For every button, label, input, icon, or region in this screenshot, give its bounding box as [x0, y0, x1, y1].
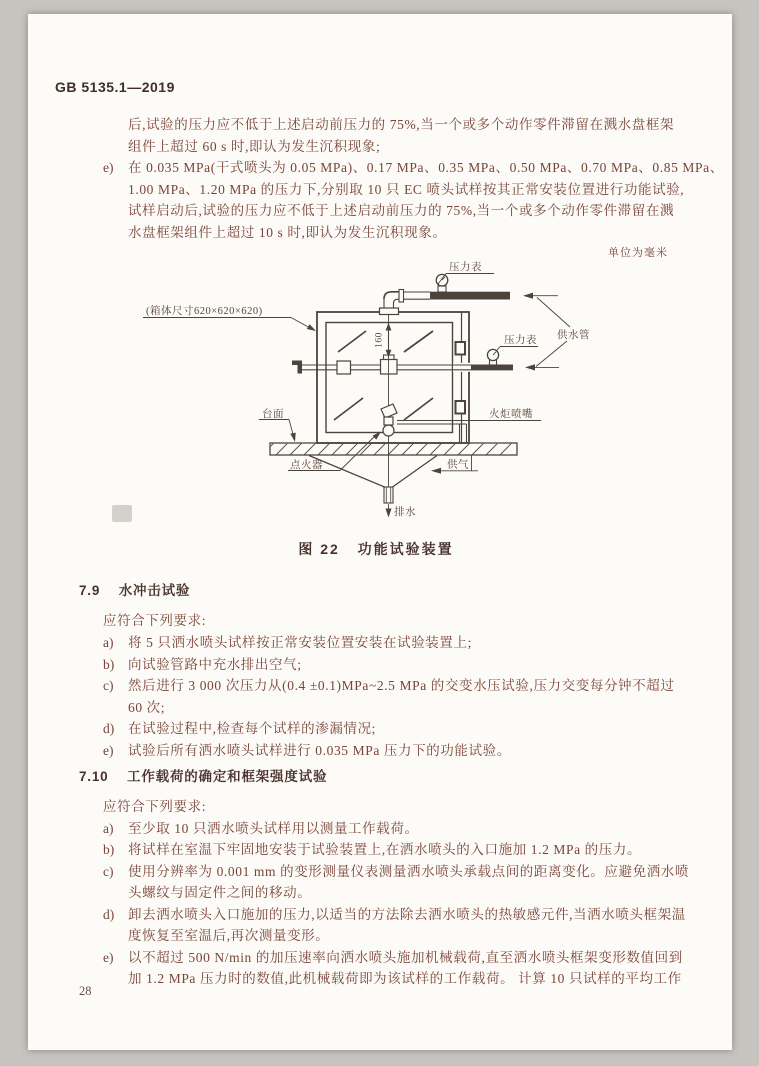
- funnel: [309, 456, 437, 504]
- item-label: b): [103, 656, 115, 672]
- list-item: [103, 818, 419, 840]
- gas-flow-arrow: [431, 468, 441, 474]
- box-size-callout: [143, 304, 316, 331]
- item-label: b): [103, 842, 115, 857]
- drain-tube: [384, 487, 393, 503]
- list-item: [103, 675, 674, 718]
- torch-nozzle-assembly: [381, 404, 397, 436]
- item-label: e): [103, 160, 114, 175]
- item-label: c): [103, 678, 114, 693]
- list-item: [103, 654, 302, 676]
- list-item-e-top: [103, 157, 724, 243]
- gauge-right-label: 压力表: [504, 335, 537, 346]
- body-line: 在试验过程中,检查每个试样的渗漏情况;: [128, 721, 377, 736]
- figure-title: 功能试验装置: [357, 541, 454, 557]
- drain-callout: [386, 504, 417, 518]
- section-title: 水冲击试验: [118, 583, 191, 598]
- body-line: 将 5 只洒水喷头试样按正常安装位置安装在试验装置上;: [128, 635, 472, 650]
- list-item: [103, 632, 472, 654]
- section-number: 7.9: [79, 583, 101, 598]
- requirements-lead: 应符合下列要求:: [103, 799, 207, 814]
- roof-flange: [380, 308, 399, 315]
- item-label: a): [103, 635, 114, 650]
- list-item: [103, 718, 376, 740]
- section-number: 7.10: [79, 769, 109, 784]
- pressure-gauge-right-icon: [487, 349, 498, 365]
- body-line: 加 1.2 MPa 压力时的数值,此机械载荷即为该试样的工作载荷。 计算 10 只试样的平均工作: [128, 971, 682, 986]
- box-size-label: (箱体尺寸620×620×620): [146, 306, 263, 317]
- body-line: 在 0.035 MPa(干式喷头为 0.05 MPa)、0.17 MPa、0.35 MPa、0.50 MPa、0.70 MPa、0.85 MPa、: [128, 160, 724, 175]
- hinge: [456, 401, 466, 414]
- section-title: 工作载荷的确定和框架强度试验: [127, 769, 328, 784]
- figure-22-diagram: [140, 250, 700, 542]
- intro-paragraph: [128, 114, 674, 157]
- figure-number: 图 22: [298, 541, 340, 557]
- dimension-160: [375, 323, 392, 358]
- item-label: a): [103, 820, 114, 836]
- body-line: 60 次;: [128, 699, 166, 715]
- item-label: d): [103, 906, 115, 922]
- body-line: 将试样在室温下牢固地安装于试验装置上,在洒水喷头的入口施加 1.2 MPa 的压力。: [128, 842, 642, 857]
- supply-pipe-callout: [523, 293, 590, 371]
- dimension-160-label: 160: [374, 332, 385, 348]
- gauge-right-label-group: [496, 333, 538, 352]
- pipe-coupling: [337, 361, 351, 374]
- gas-supply-line: [397, 424, 478, 474]
- standard-number-header: GB 5135.1—2019: [55, 79, 175, 95]
- body-line: 至少取 10 只洒水喷头试样用以测量工作载荷。: [128, 820, 419, 836]
- drain-tube-inner: [386, 487, 390, 503]
- body-line: 度恢复至室温后,再次测量变形。: [128, 928, 330, 943]
- body-line: 使用分辨率为 0.001 mm 的变形测量仪表测量洒水喷头承载点间的距离变化。应避免洒水喷: [128, 863, 689, 879]
- item-label: e): [103, 949, 114, 965]
- body-line: 试验后所有洒水喷头试样进行 0.035 MPa 压力下的功能试验。: [128, 742, 511, 758]
- body-line: 向试验管路中充水排出空气;: [128, 656, 302, 672]
- body-line: 1.00 MPa、1.20 MPa 的压力下,分别取 10 只 EC 喷头试样按其正常安装位置进行功能试验,: [128, 181, 685, 197]
- igniter-label: 点火器: [290, 460, 323, 471]
- scan-artifact: [112, 505, 132, 522]
- left-drain-elbow: [292, 361, 302, 374]
- body-line: 水盘框架组件上超过 10 s 时,即认为发生沉积现象。: [128, 224, 447, 240]
- list-item: [103, 839, 641, 861]
- gas-supply-label: 供气: [447, 459, 469, 471]
- section-7-9-heading: [79, 579, 190, 599]
- body-line: 试样启动后,试验的压力应不低于上述启动前压力的 75%,当一个或多个动作零件滞留在溅: [128, 203, 675, 218]
- section-7-10-heading: [79, 765, 327, 785]
- page-number: 28: [79, 984, 92, 998]
- supply-pipe-label: 供水管: [557, 330, 590, 341]
- item-label: c): [103, 863, 114, 879]
- unit-note: 单位为毫米: [608, 247, 668, 259]
- flow-arrow-mid: [525, 364, 535, 370]
- gauge-top-label: 压力表: [449, 262, 482, 273]
- body-line: 后,试验的压力应不低于上述启动前压力的 75%,当一个或多个动作零件滞留在溅水盘框架: [128, 117, 675, 132]
- requirements-lead: 应符合下列要求:: [103, 613, 207, 628]
- worktop-table: [262, 443, 517, 455]
- list-item: [103, 740, 511, 762]
- right-branch-pipe: [452, 363, 513, 372]
- body-line: 卸去洒水喷头入口施加的压力,以适当的方法除去洒水喷头的热敏感元件,当洒水喷头框架温: [128, 906, 686, 922]
- torch-nozzle-label: 火炬喷嘴: [489, 409, 533, 420]
- top-supply-pipe: [380, 290, 511, 315]
- item-label: e): [103, 742, 114, 758]
- body-line: 以不超过 500 N/min 的加压速率向洒水喷头施加机械载荷,直至洒水喷头框架变形数值回到: [128, 949, 683, 965]
- worktop-label: 台面: [262, 409, 284, 420]
- drain-arrow: [386, 509, 392, 518]
- list-item: [103, 904, 686, 947]
- worktop-callout: [259, 407, 296, 442]
- igniter-callout: [288, 432, 381, 472]
- body-line: 头螺纹与固定件之间的移动。: [128, 885, 312, 900]
- body-line: 然后进行 3 000 次压力从(0.4 ±0.1)MPa~2.5 MPa 的交变水压试验,压力交变每分钟不超过: [128, 678, 675, 693]
- list-item: [103, 861, 689, 904]
- figure-caption: [140, 539, 612, 559]
- hinge: [456, 342, 466, 355]
- pressure-gauge-top-icon: [436, 274, 448, 292]
- drain-label: 排水: [394, 507, 416, 518]
- body-line: 组件上超过 60 s 时,即认为发生沉积现象;: [128, 138, 381, 154]
- item-label: d): [103, 721, 115, 736]
- list-item: [103, 947, 683, 990]
- flow-arrow-top: [523, 293, 533, 299]
- hatch-pattern: [262, 443, 512, 455]
